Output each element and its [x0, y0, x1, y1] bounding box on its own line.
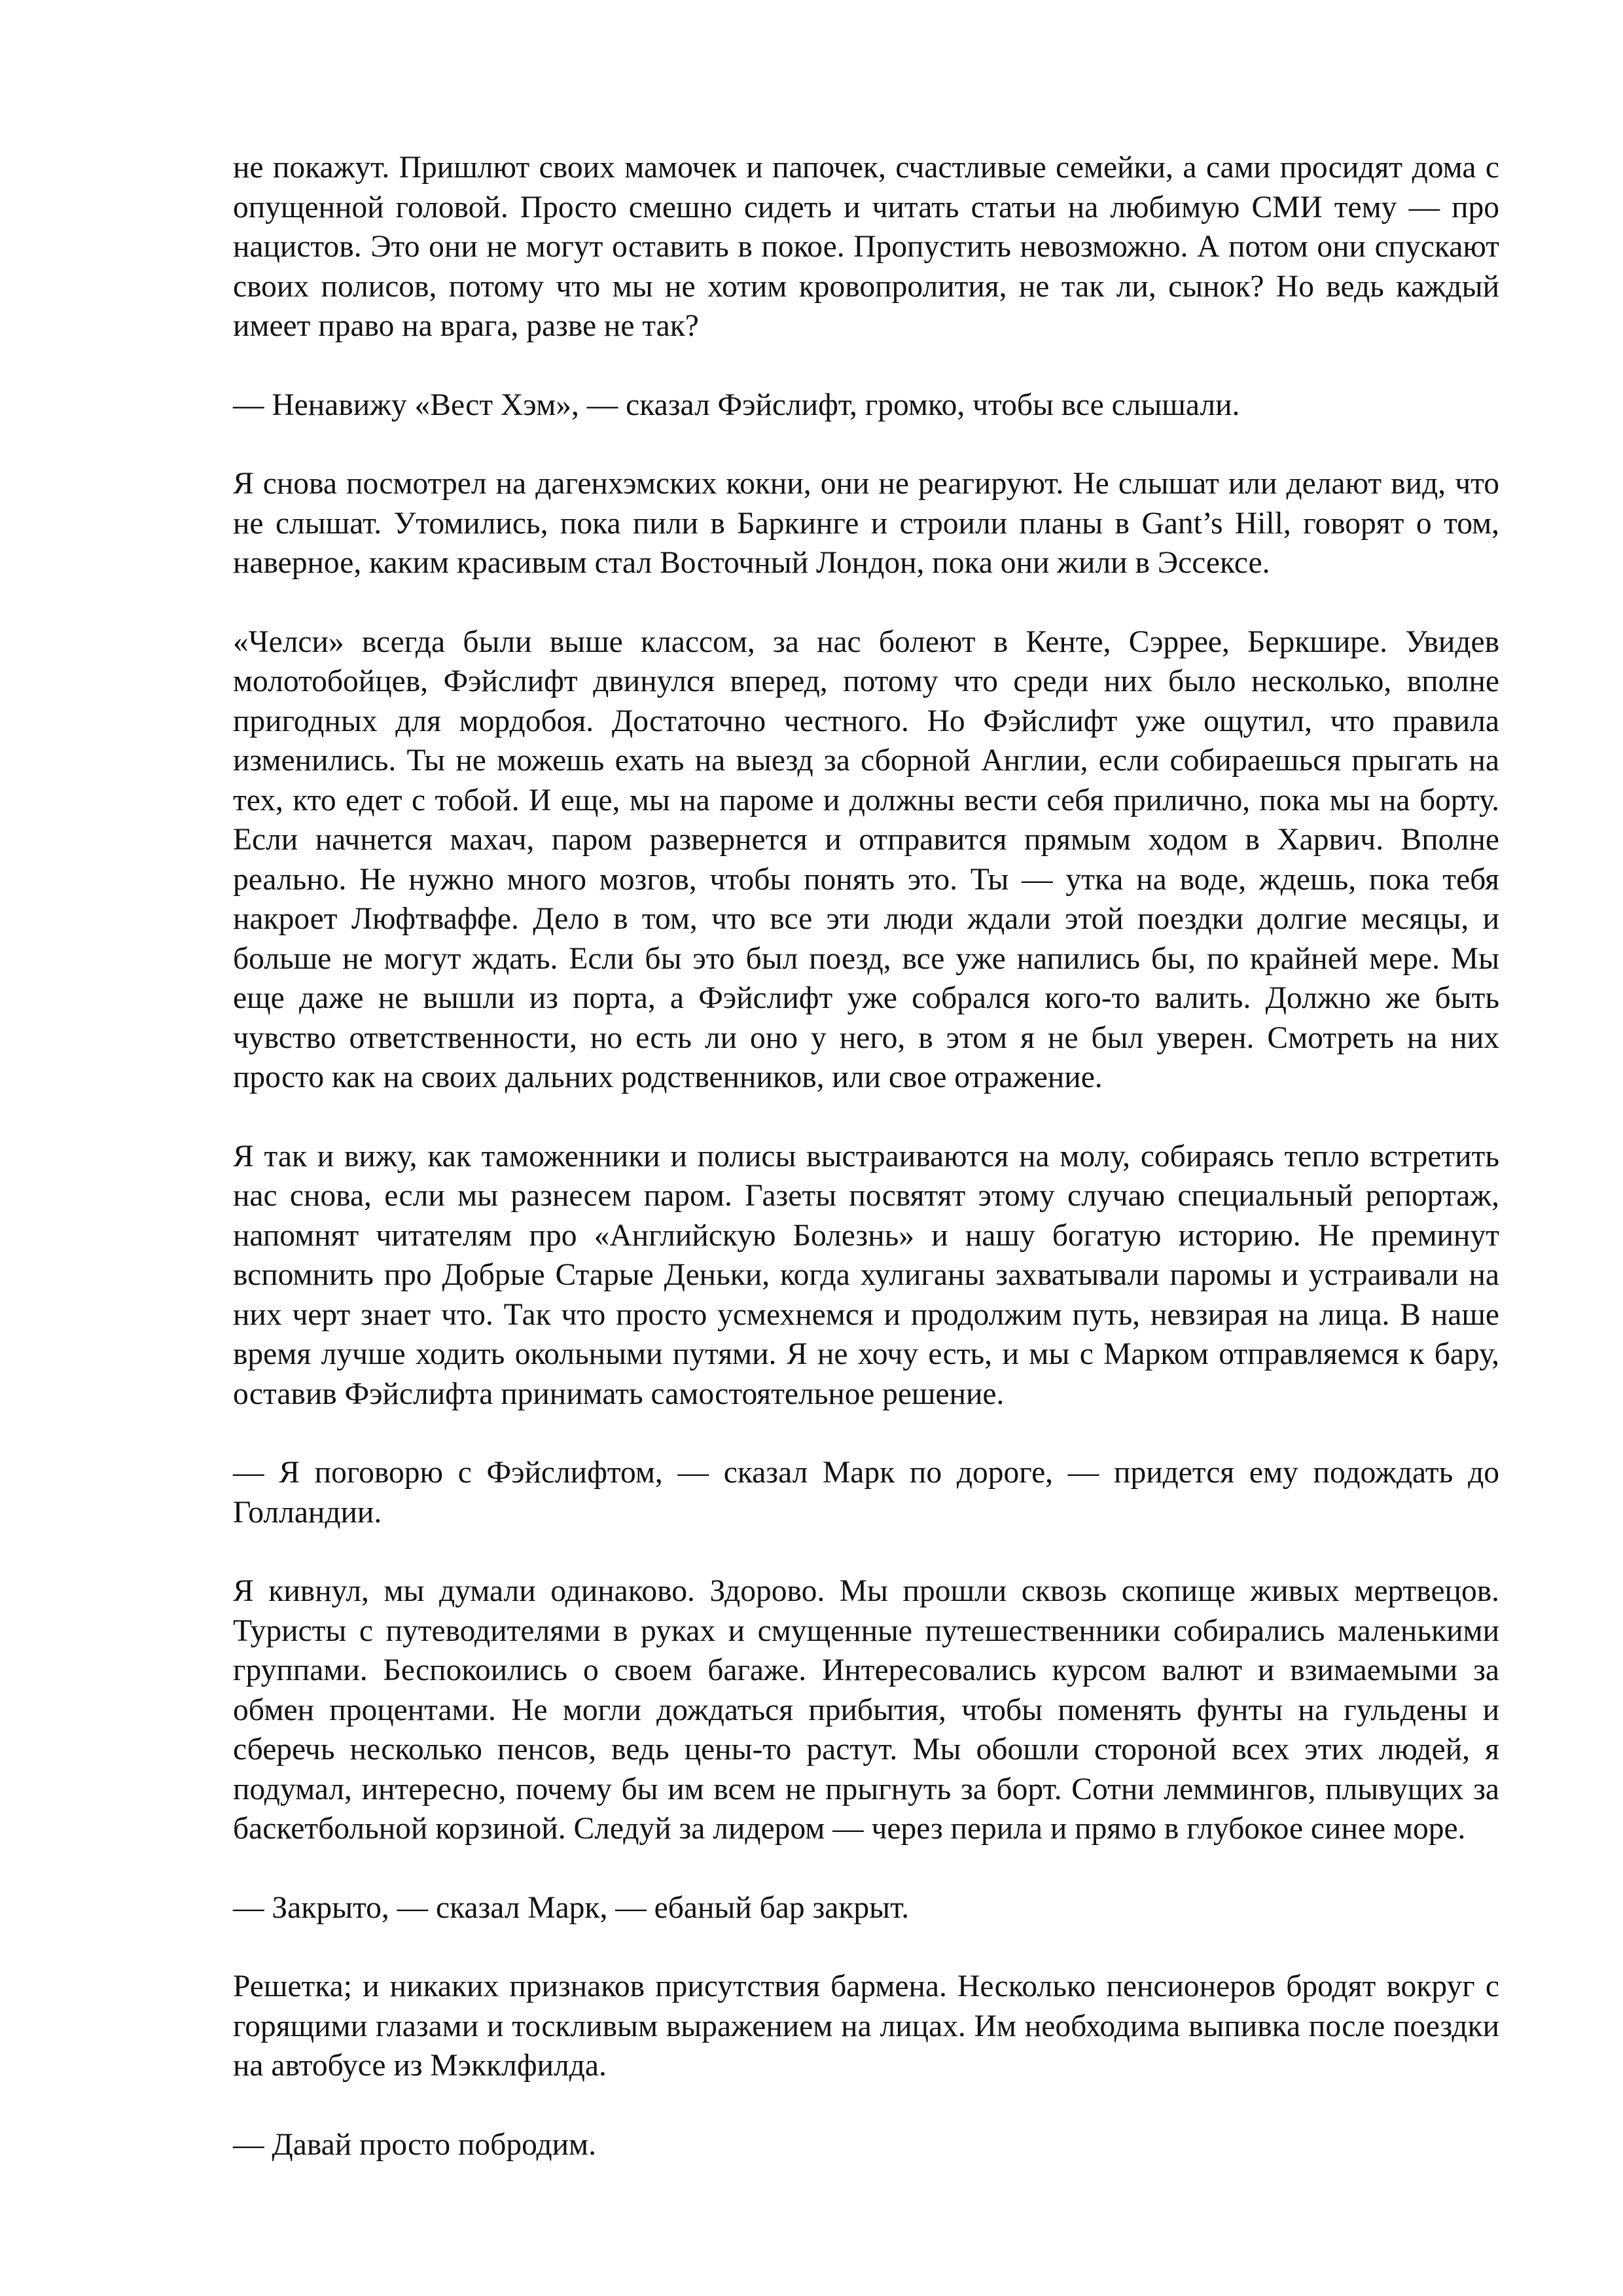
paragraph-spacer	[233, 1928, 1499, 1967]
paragraph-spacer	[233, 1849, 1499, 1888]
paragraph-2: — Ненавижу «Вест Хэм», — сказал Фэйслифт, громко, чтобы все слышали.	[233, 387, 1240, 422]
paragraph-spacer	[233, 346, 1499, 386]
paragraph-3: Я снова посмотрел на дагенхэмских кокни, они не реагируют. Не слышат или делают вид, что не слышат. Утомились, пока пили в Баркинге и строили планы в Gant’s Hill, говорят о том, наверное, каким красивым стал Восточный Лондон, пока они жили в Эссексе.	[233, 467, 1499, 580]
paragraph-spacer	[233, 1414, 1499, 1453]
paragraph-6: — Я поговорю с Фэйслифтом, — сказал Марк по дороге, — придется ему подождать до Голландии.	[233, 1456, 1499, 1530]
paragraph-spacer	[233, 425, 1499, 464]
paragraph-7: Я кивнул, мы думали одинаково. Здорово. Мы прошли сквозь скопище живых мертвецов. Туристы с путеводителями в руках и смущенные путешественники собирались маленькими группами. Беспокоились о своем багаже. Интересовались курсом валют и взимаемыми за обмен процентами. Не могли дождаться прибытия, чтобы поменять фунты на гульдены и сберечь несколько пенсов, ведь цены-то растут. Мы обошли стороной всех этих людей, я подумал, интересно, почему бы им всем не прыгнуть за борт. Сотни леммингов, плывущих за баскетбольной корзиной. Следуй за лидером — через перила и прямо в глубокое синее море.	[233, 1574, 1499, 1846]
body-text	[233, 148, 1499, 2164]
paragraph-spacer	[233, 1532, 1499, 1571]
paragraph-4: «Челси» всегда были выше классом, за нас болеют в Кенте, Сэррее, Беркшире. Увидев молотобойцев, Фэйслифт двинулся вперед, потому что среди них было несколько, вполне пригодных для мордобоя. Достаточно честного. Но Фэйслифт уже ощутил, что правила изменились. Ты не можешь ехать на выезд за сборной Англии, если собираешься прыгать на тех, кто едет с тобой. И еще, мы на пароме и должны вести себя прилично, пока мы на борту. Если начнется махач, паром развернется и отправится прямым ходом в Харвич. Вполне реально. Не нужно много мозгов, чтобы понять это. Ты — утка на воде, ждешь, пока тебя накроет Люфтваффе. Дело в том, что все эти люди ждали этой поездки долгие месяцы, и больше не могут ждать. Если бы это был поезд, все уже напились бы, по крайней мере. Мы еще даже не вышли из порта, а Фэйслифт уже собрался кого-то валить. Должно же быть чувство ответственности, но есть ли оно у него, в этом я не был уверен. Смотреть на них просто как на своих дальних родственников, или свое отражение.	[233, 624, 1499, 1094]
paragraph-spacer	[233, 1098, 1499, 1137]
paragraph-5: Я так и вижу, как таможенники и полисы выстраиваются на молу, собираясь тепло встретить нас снова, если мы разнесем паром. Газеты посвятят этому случаю специальный репортаж, напомнят читателям про «Английскую Болезнь» и нашу богатую историю. Не преминут вспомнить про Добрые Старые Деньки, когда хулиганы захватывали паромы и устраивали на них черт знает что. Так что просто усмехнемся и продолжим путь, невзирая на лица. В наше время лучше ходить окольными путями. Я не хочу есть, и мы с Марком отправляемся к бару, оставив Фэйслифта принимать самостоятельное решение.	[233, 1139, 1499, 1411]
paragraph-9: Решетка; и никаких признаков присутствия бармена. Несколько пенсионеров бродят вокруг с горящими глазами и тоскливым выражением на лицах. Им необходима выпивка после поездки на автобусе из Мэкклфилда.	[233, 1969, 1499, 2083]
paragraph-10: — Давай просто побродим.	[233, 2127, 596, 2162]
paragraph-spacer	[233, 583, 1499, 622]
paragraph-1: не покажут. Пришлют своих мамочек и папочек, счастливые семейки, а сами просидят дома с опущенной головой. Просто смешно сидеть и читать статьи на любимую СМИ тему — про нацистов. Это они не могут оставить в покое. Пропустить невозможно. А потом они спускают своих полисов, потому что мы не хотим кровопролития, не так ли, сынок? Но ведь каждый имеет право на врага, разве не так?	[233, 151, 1499, 343]
paragraph-8: — Закрыто, — сказал Марк, — ебаный бар закрыт.	[233, 1890, 910, 1925]
paragraph-spacer	[233, 2086, 1499, 2125]
